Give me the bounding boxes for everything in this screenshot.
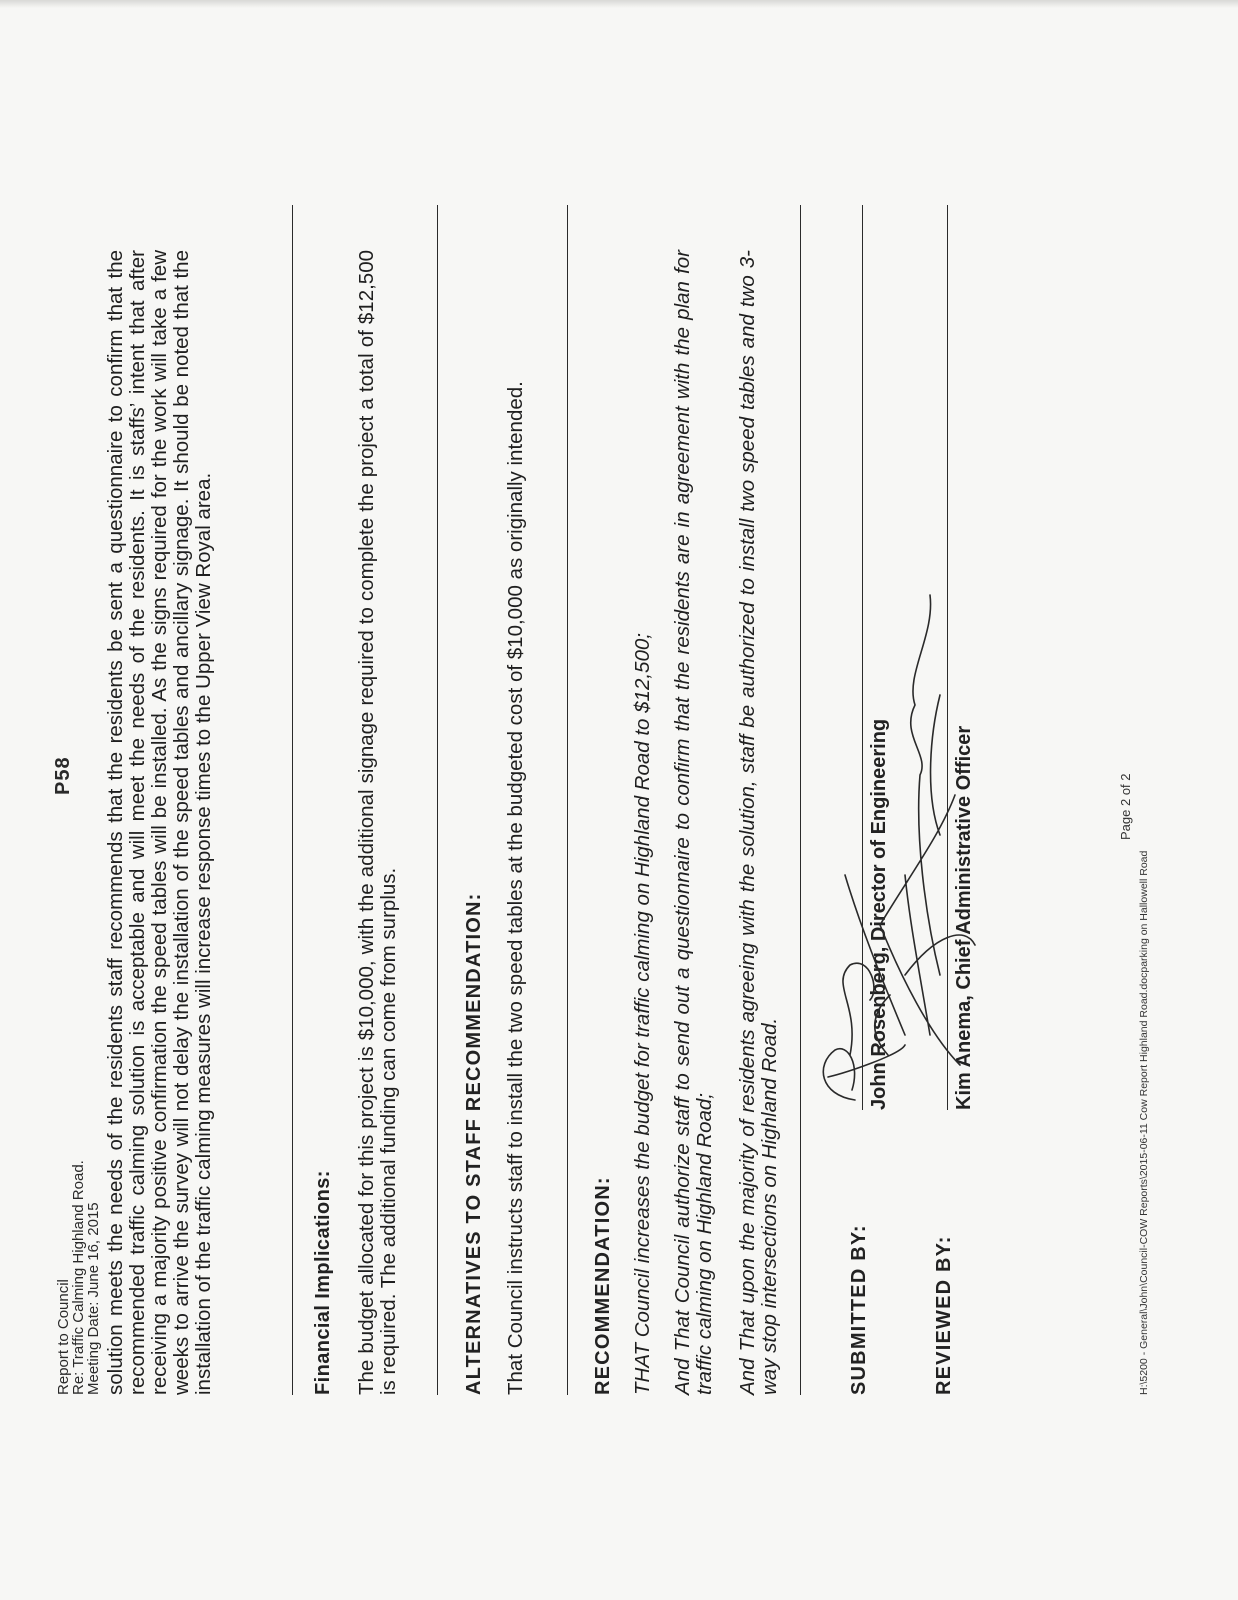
alternatives-heading: ALTERNATIVES TO STAFF RECOMMENDATION:: [463, 892, 485, 1395]
submitted-by-name: John Rosenberg, Director of Engineering: [868, 718, 890, 1110]
intro-paragraph: solution meets the needs of the residents staff recommends that the residents be sent a questionnaire to confirm that the recommended traffic calming solution is acceptable and will meet the needs of the residents. It is staffs’ intent that after receiving a majority positive confirmation the speed tables will be installed. As the signs required for the work will take a few weeks to arrive the survey will not delay the installation of the speed tables and ancillary signage. It should be noted that the installation of the traffic calming measures will increase response times to the Upper View Royal area.: [104, 250, 215, 1395]
header-line-subject: Re: Traffic Calming Highland Road.: [70, 1160, 87, 1395]
financial-text: The budget allocated for this project is $10,000, with the additional signage required to complete the project a total of $12,500 is required. The additional funding can come from surplus.: [355, 250, 400, 1395]
alternatives-text: That Council instructs staff to install the two speed tables at the budgeted cost of $10,000 as originally intended.: [504, 381, 527, 1395]
file-path: H:\5200 - General\John\Council-COW Reports\2015-06-11 Cow Report Highland Road.docparking on Hallowell Road: [1138, 850, 1150, 1395]
financial-heading: Financial Implications:: [312, 1170, 334, 1395]
reviewed-by-label: REVIEWED BY:: [933, 1235, 955, 1395]
submitted-by-label: SUBMITTED BY:: [848, 1224, 870, 1395]
recommendation-item-3: And That upon the majority of residents agreeing with the solution, staff be authorized to install two speed tables and two 3-way stop intersections on Highland Road.: [736, 250, 781, 1395]
reviewed-by-name: Kim Anema, Chief Administrative Officer: [953, 725, 975, 1110]
recommendation-item-2: And That Council authorize staff to send out a questionnaire to confirm that the residents are in agreement with the plan for traffic calming on Highland Road;: [671, 250, 716, 1395]
header-line-meeting-date: Meeting Date: June 16, 2015: [85, 1202, 102, 1395]
document-body: [0, 155, 1238, 1395]
page-number: Page 2 of 2: [1118, 773, 1133, 840]
header-line-report: Report to Council: [55, 1279, 72, 1395]
signature-anema: [880, 595, 975, 1065]
recommendation-item-1: THAT Council increases the budget for traffic calming on Highland Road to $12,500;: [631, 633, 654, 1395]
recommendation-heading: RECOMMENDATION:: [592, 1176, 614, 1395]
handwritten-signatures: [0, 155, 1238, 1395]
signature-rosenberg: [823, 875, 905, 1100]
page-code: P58: [52, 756, 74, 795]
